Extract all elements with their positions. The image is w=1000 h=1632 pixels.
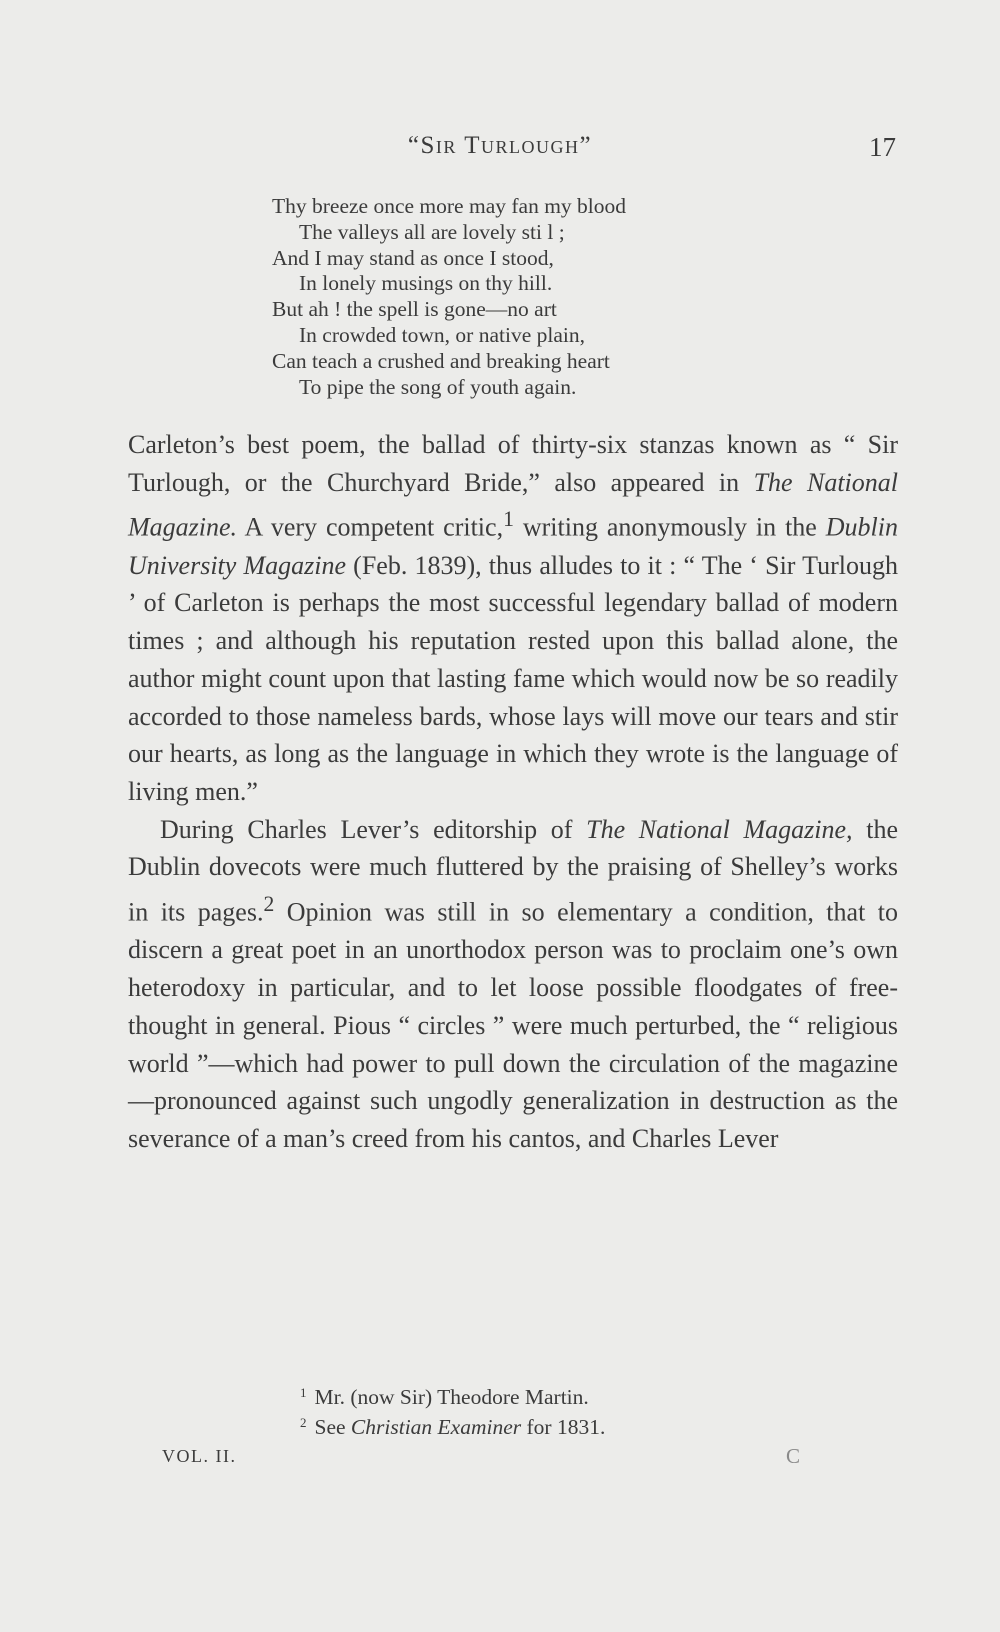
paragraph-carleton-ballad [128, 426, 898, 811]
text-run: Mr. (now Sir) Theodore Martin. [314, 1385, 589, 1409]
volume-signature: VOL. II. [162, 1446, 237, 1466]
footnote-mark: 2 [300, 1415, 307, 1430]
text-run: A very competent critic, [237, 513, 504, 543]
footnote-mark: 1 [300, 1385, 307, 1400]
poem-line: But ah ! the spell is gone—no art [272, 297, 557, 322]
text-run: See [314, 1415, 351, 1439]
text-run: (Feb. 1839), thus alludes to it : “ The ‘ Sir Turlough ’ of Carleton is perhaps the most successful legendary ballad of modern times ; and although his reputation rested upon this ballad alone, the author might count upon that lasting fame which would now be so readily accorded to those nameless bards, whose lays will move our tears and stir our hearts, as long as the language in which they wrote is the language of living men.” [128, 550, 899, 806]
poem-line: Can teach a crushed and breaking heart [272, 348, 610, 373]
signature-letter: C [786, 1444, 801, 1468]
poem-line: To pipe the song of youth again. [299, 374, 577, 399]
text-run: writing anonymously in the [513, 513, 826, 543]
italic-title: The National Magazine, [586, 814, 853, 844]
footnote-reference: 1 [503, 507, 514, 532]
footnote-2 [300, 1410, 820, 1440]
paragraph-lever-editorship [128, 811, 898, 1158]
poem-stanza [272, 194, 792, 400]
poem-line: And I may stand as once I stood, [272, 245, 554, 270]
running-title: “Sir Turlough” [407, 132, 593, 159]
poem-line: The valleys all are lovely sti l ; [299, 219, 565, 244]
italic-title: The National Magazine. [128, 467, 898, 543]
footnote-reference: 2 [263, 892, 275, 917]
italic-title: Dublin University Magazine [128, 513, 898, 580]
footnotes [300, 1380, 820, 1440]
text-run: Opinion was still in so elementary a condition, that to discern a great poet in an unorthodox person was to proclaim one’s own heterodoxy in particular, and to let loose possible floodgates of free-thought in general. Pious “ circles ” were much perturbed, the “ religious world ”—which had power to pull down the circulation of the magazine—pronounced against such ungodly generalization in destruction as the severance of a man’s creed from his cantos, and Charles Lever [128, 897, 898, 1153]
page-number: 17 [869, 132, 896, 162]
prose-body [128, 426, 898, 1158]
running-head [0, 132, 1000, 172]
poem-line: In lonely musings on thy hill. [299, 271, 553, 296]
italic-title: Christian Examiner [350, 1415, 522, 1439]
text-run: for 1831. [521, 1415, 606, 1439]
poem-line: Thy breeze once more may fan my blood [272, 194, 627, 218]
text-run: the Dublin dovecots were much fluttered by the praising of Shelley’s works in its pages. [128, 814, 898, 927]
footnote-1 [300, 1380, 820, 1410]
poem-line: In crowded town, or native plain, [299, 322, 585, 347]
text-run: Carleton’s best poem, the ballad of thirty-six stanzas known as “ Sir Turlough, or the Churchyard Bride,” also appeared in [128, 430, 898, 497]
text-run: During Charles Lever’s editorship of [160, 814, 587, 844]
